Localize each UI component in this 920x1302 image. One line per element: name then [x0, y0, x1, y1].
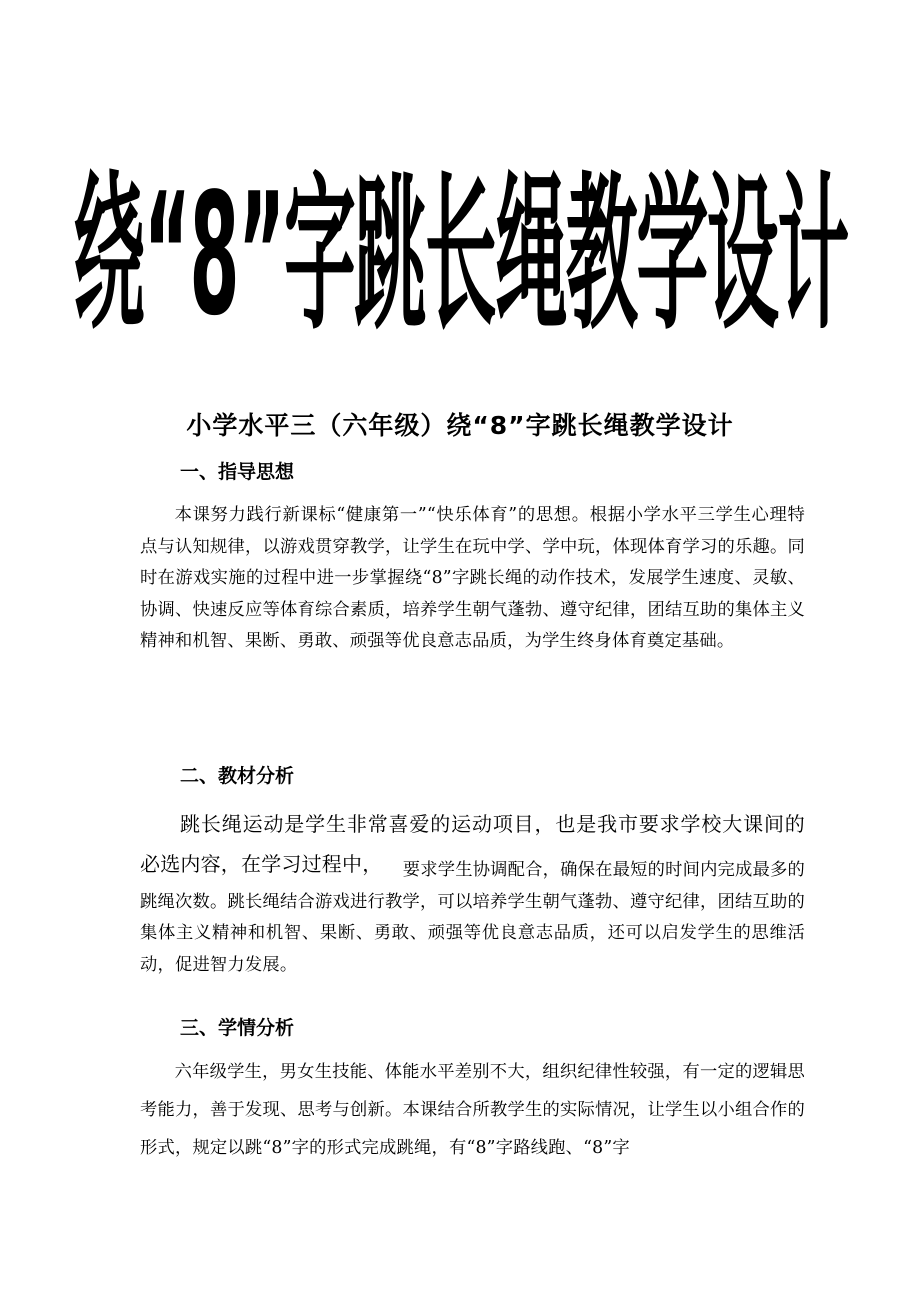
paragraph-learner-analysis: 六年级学生，男女生技能、体能水平差别不大，组织纪律性较强，有一定的逻辑思考能力，善于发现、思考与创新。本课结合所教学生的实际情况，让学生以小组合作的形式，规定以跳“8”字的形式完成跳绳，有“8”字路线跑、“8”字	[140, 1062, 805, 1158]
paragraph-material-analysis-part-1-text: 跳长绳运动是学生非常喜爱的运动项目，也是我市要求学校大课间的必选内容，在学习过程中，	[140, 812, 805, 876]
section-heading-guiding-ideology: 一、指导思想	[180, 461, 295, 483]
main-title	[72, 157, 848, 353]
subtitle: 小学水平三（六年级）绕“8”字跳长绳教学设计	[186, 411, 734, 440]
paragraph-material-analysis-part-2	[140, 853, 805, 981]
paragraph-guiding-ideology: 本课努力践行新课标“健康第一”“快乐体育”的思想。根据小学水平三学生心理特点与认知规律，以游戏贯穿教学，让学生在玩中学、学中玩，体现体育学习的乐趣。同时在游戏实施的过程中进一步掌握绕“8”字跳长绳的动作技术，发展学生速度、灵敏、协调、快速反应等体育综合素质，培养学生朝气蓬勃、遵守纪律，团结互助的集体主义精神和机智、果断、勇敢、顽强等优良意志品质，为学生终身体育奠定基础。	[140, 505, 805, 651]
main-title-text: 绕“8”字跳长绳教学设计	[72, 157, 848, 353]
section-heading-learner-analysis: 三、学情分析	[180, 1017, 295, 1039]
paragraph-material-analysis-part-2-text: 要求学生协调配合，确保在最短的时间内完成最多的跳绳次数。跳长绳结合游戏进行教学，可以培养学生朝气蓬勃、遵守纪律，团结互助的集体主义精神和机智、果断、勇敢、顽强等优良意志品质，还可以启发学生的思维活动，促进智力发展。	[140, 860, 805, 975]
section-heading-material-analysis: 二、教材分析	[180, 765, 295, 787]
